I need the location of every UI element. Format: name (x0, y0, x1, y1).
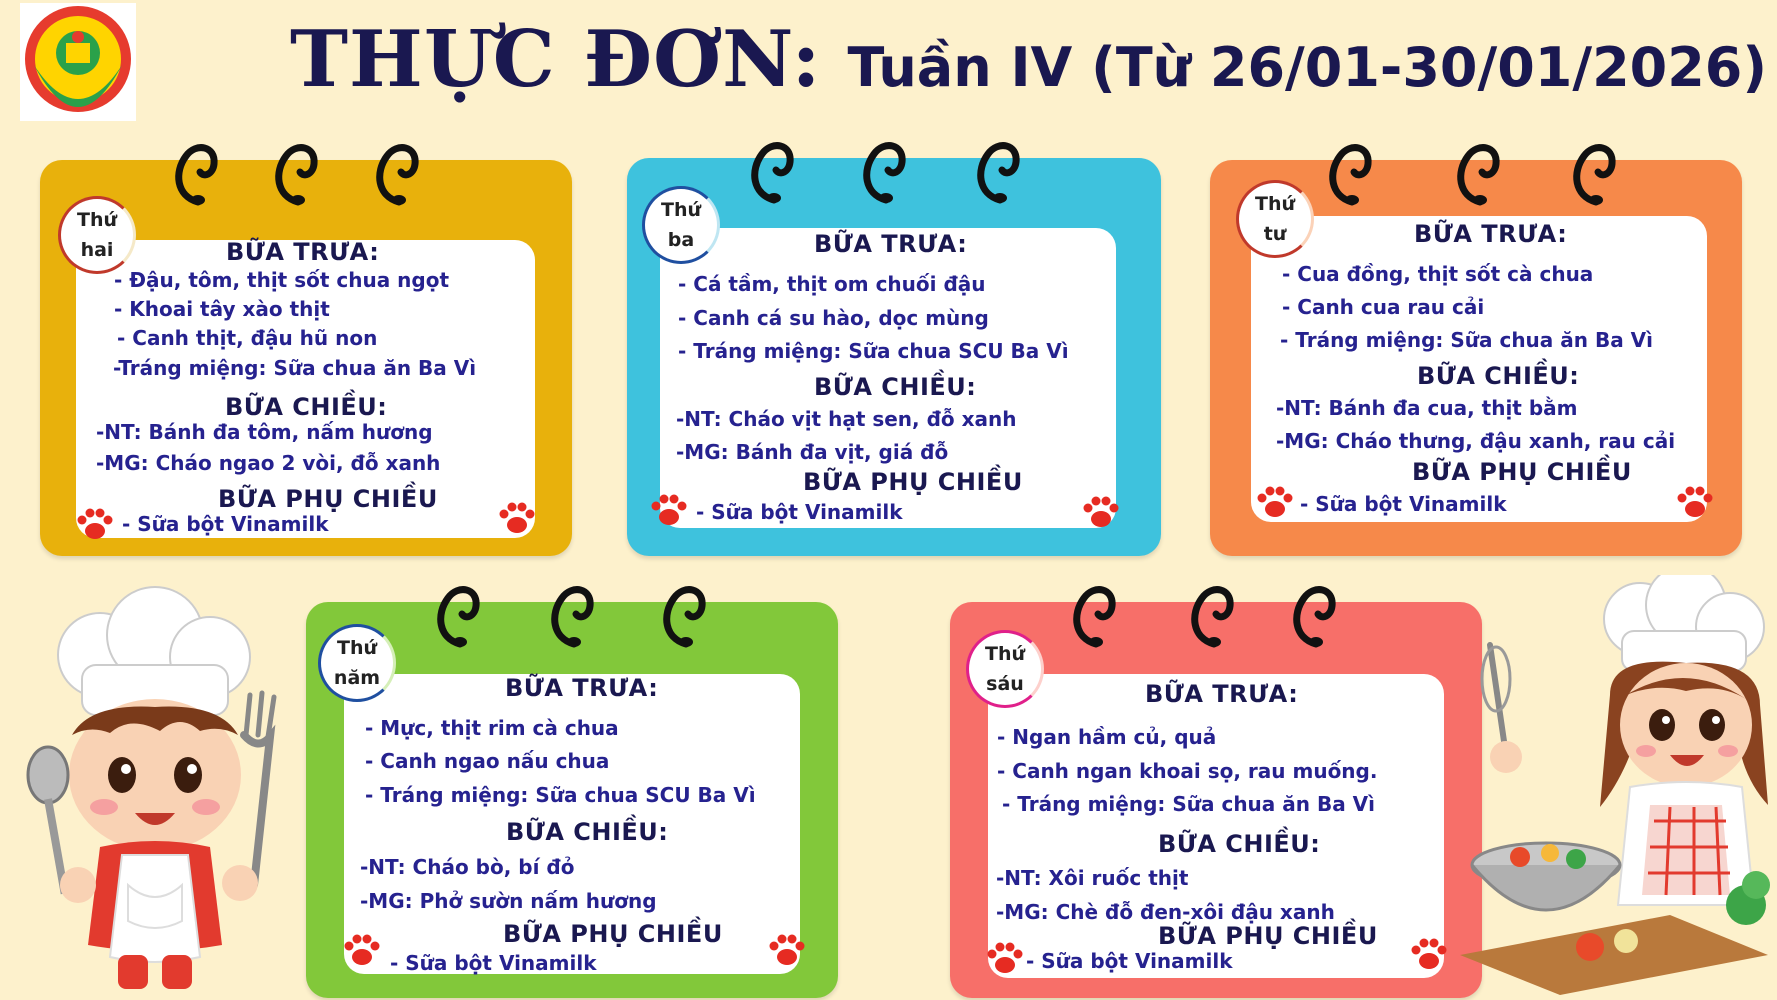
day-badge-thursday (318, 624, 396, 702)
lunch-item: - Canh cua rau cải (1282, 295, 1485, 319)
day-badge-line2: tư (1263, 223, 1287, 245)
afternoon-item: -MG: Chè đỗ đen-xôi đậu xanh (996, 900, 1335, 924)
afternoon-item: -NT: Bánh đa cua, thịt bằm (1276, 396, 1578, 420)
extra-item: - Sữa bột Vinamilk (390, 951, 597, 975)
day-badge-line2: sáu (986, 673, 1024, 695)
extra-title-monday: BỮA PHỤ CHIỀU (218, 485, 438, 513)
afternoon-item: -MG: Bánh đa vịt, giá đỗ (676, 440, 949, 464)
binder-ring-icon (548, 578, 596, 650)
lunch-title-tuesday: BỮA TRƯA: (814, 230, 968, 258)
lunch-item: - Khoai tây xào thịt (114, 297, 330, 321)
extra-title-friday: BỮA PHỤ CHIỀU (1158, 922, 1378, 950)
day-badge-monday (58, 196, 136, 274)
paw-print-icon (1676, 484, 1714, 520)
binder-ring-icon (373, 136, 421, 208)
afternoon-item: -MG: Phở sườn nấm hương (360, 889, 657, 913)
lunch-item: -Tráng miệng: Sữa chua ăn Ba Vì (113, 356, 477, 380)
lunch-item: - Tráng miệng: Sữa chua ăn Ba Vì (1280, 328, 1653, 352)
binder-ring-icon (272, 136, 320, 208)
lunch-title-wednesday: BỮA TRƯA: (1414, 220, 1568, 248)
afternoon-item: -MG: Cháo ngao 2 vòi, đỗ xanh (96, 451, 441, 475)
lunch-item: - Ngan hầm củ, quả (997, 725, 1217, 749)
day-badge-line1: Thứ (660, 199, 701, 221)
day-badge-friday (966, 630, 1044, 708)
paw-print-icon (650, 492, 688, 528)
paw-print-icon (498, 500, 536, 536)
extra-title-thursday: BỮA PHỤ CHIỀU (503, 920, 723, 948)
binder-ring-icon (860, 134, 908, 206)
binder-ring-icon (1326, 136, 1374, 208)
title-main: THỰC ĐƠN: (290, 14, 822, 105)
extra-item: - Sữa bột Vinamilk (1300, 492, 1507, 516)
extra-title-wednesday: BỮA PHỤ CHIỀU (1412, 458, 1632, 486)
lunch-item: - Cá tầm, thịt om chuối đậu (678, 272, 986, 296)
lunch-item: - Tráng miệng: Sữa chua SCU Ba Vì (678, 339, 1069, 363)
extra-item: - Sữa bột Vinamilk (696, 500, 903, 524)
binder-ring-icon (974, 134, 1022, 206)
afternoon-item: -MG: Cháo thưng, đậu xanh, rau cải (1276, 429, 1676, 453)
title-week: Tuần IV (Từ 26/01-30/01/2026) (847, 36, 1768, 99)
day-badge-line1: Thứ (336, 637, 377, 659)
binder-ring-icon (434, 578, 482, 650)
school-logo (20, 3, 136, 121)
lunch-item: - Cua đồng, thịt sốt cà chua (1282, 262, 1594, 286)
afternoon-title-wednesday: BỮA CHIỀU: (1417, 362, 1580, 390)
lunch-item: - Tráng miệng: Sữa chua ăn Ba Vì (1002, 792, 1375, 816)
paw-print-icon (76, 506, 114, 542)
lunch-title-friday: BỮA TRƯA: (1145, 680, 1299, 708)
paw-print-icon (768, 932, 806, 968)
binder-ring-icon (1188, 578, 1236, 650)
paw-print-icon (986, 940, 1024, 976)
lunch-title-thursday: BỮA TRƯA: (505, 674, 659, 702)
binder-ring-icon (172, 136, 220, 208)
afternoon-title-friday: BỮA CHIỀU: (1158, 830, 1321, 858)
lunch-item: - Canh ngao nấu chua (365, 749, 610, 773)
day-badge-line1: Thứ (76, 209, 117, 231)
afternoon-title-monday: BỮA CHIỀU: (225, 393, 388, 421)
day-badge-line2: năm (333, 667, 381, 689)
day-badge-line1: Thứ (984, 643, 1025, 665)
extra-item: - Sữa bột Vinamilk (122, 512, 329, 536)
paw-print-icon (1082, 494, 1120, 530)
lunch-item: - Canh thịt, đậu hũ non (117, 326, 378, 350)
afternoon-item: -NT: Cháo vịt hạt sen, đỗ xanh (676, 407, 1017, 431)
lunch-item: - Canh ngan khoai sọ, rau muống. (997, 759, 1378, 783)
extra-item: - Sữa bột Vinamilk (1026, 949, 1233, 973)
lunch-title-monday: BỮA TRƯA: (226, 238, 380, 266)
lunch-item: - Tráng miệng: Sữa chua SCU Ba Vì (365, 783, 756, 807)
page-title (290, 14, 1767, 114)
lunch-item: - Đậu, tôm, thịt sốt chua ngọt (114, 268, 450, 292)
extra-title-tuesday: BỮA PHỤ CHIỀU (803, 468, 1023, 496)
paw-print-icon (1410, 936, 1448, 972)
binder-ring-icon (748, 134, 796, 206)
binder-ring-icon (1070, 578, 1118, 650)
day-badge-tuesday (642, 186, 720, 264)
paw-print-icon (343, 932, 381, 968)
binder-ring-icon (1570, 136, 1618, 208)
afternoon-item: -NT: Bánh đa tôm, nấm hương (96, 420, 433, 444)
binder-ring-icon (660, 578, 708, 650)
chef-girl-illustration (1450, 575, 1770, 995)
binder-ring-icon (1290, 578, 1338, 650)
paw-print-icon (1256, 484, 1294, 520)
afternoon-title-thursday: BỮA CHIỀU: (506, 818, 669, 846)
lunch-item: - Mực, thịt rim cà chua (365, 716, 619, 740)
lunch-item: - Canh cá su hào, dọc mùng (678, 306, 989, 330)
day-badge-line2: ba (667, 229, 695, 251)
binder-ring-icon (1454, 136, 1502, 208)
chef-boy-illustration (10, 585, 295, 995)
day-badge-line2: hai (80, 239, 114, 261)
day-badge-line1: Thứ (1254, 193, 1295, 215)
afternoon-title-tuesday: BỮA CHIỀU: (814, 373, 977, 401)
day-badge-wednesday (1236, 180, 1314, 258)
afternoon-item: -NT: Xôi ruốc thịt (996, 866, 1189, 890)
afternoon-item: -NT: Cháo bò, bí đỏ (360, 855, 575, 879)
